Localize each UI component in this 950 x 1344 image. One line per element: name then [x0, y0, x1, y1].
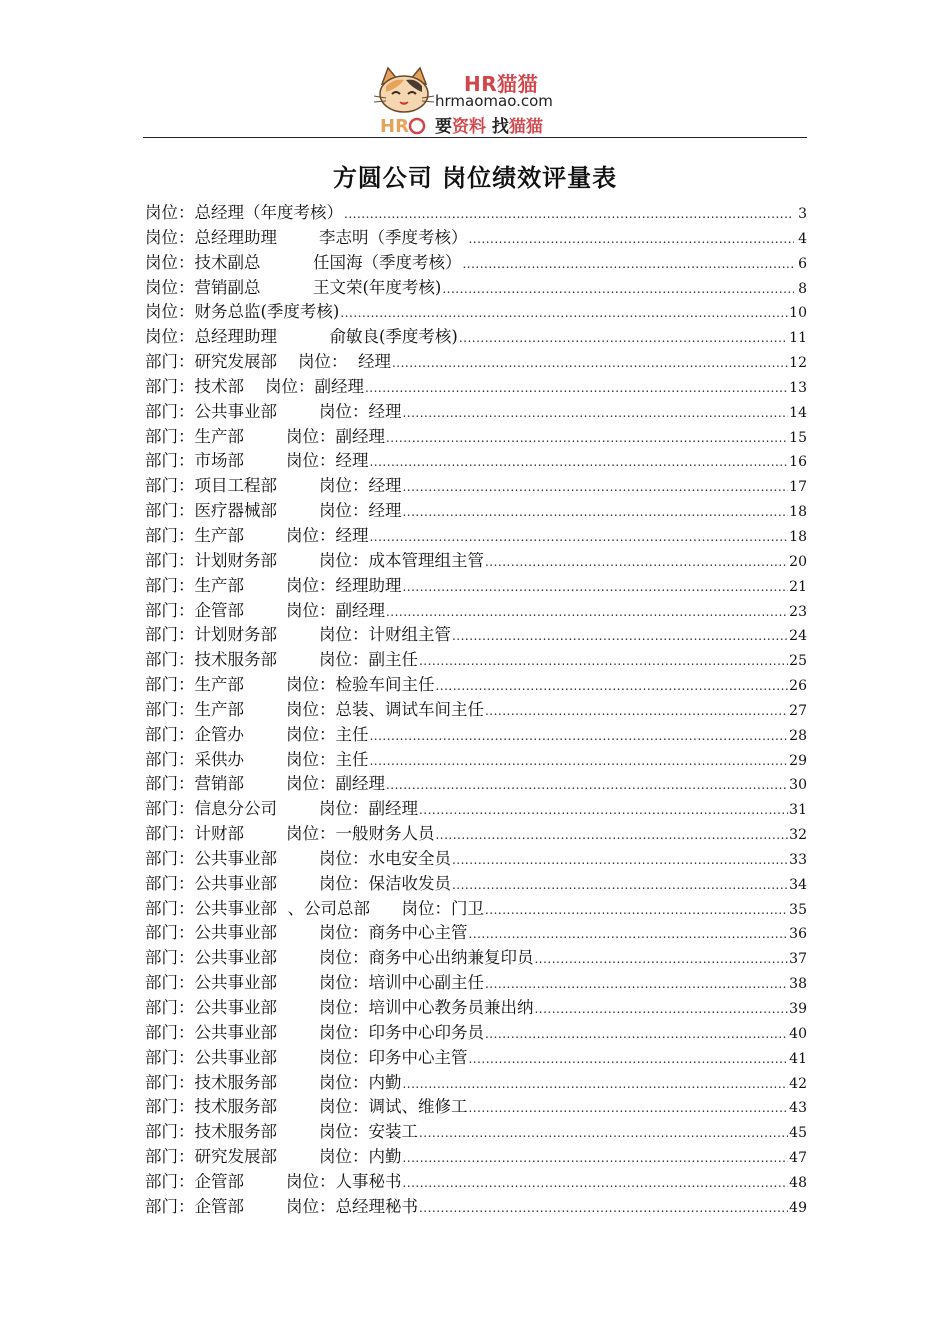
- toc-page-number: 32: [789, 827, 807, 844]
- toc-entry-label: 部门：公共事业部 岗位：商务中心出纳兼复印员: [145, 948, 534, 968]
- toc-dot-leader: [402, 406, 788, 420]
- toc-entry-label: 岗位：总经理助理 李志明（季度考核）: [145, 227, 468, 247]
- toc-entry-label: 部门：公共事业部 岗位：印务中心印务员: [145, 1022, 484, 1042]
- toc-page-number: 8: [798, 280, 807, 297]
- toc-entry[interactable]: [145, 795, 807, 820]
- toc-entry-label: 部门：生产部 岗位：经理助理: [145, 575, 402, 595]
- toc-entry-label: 岗位：总经理助理 俞敏良(季度考核): [145, 327, 458, 347]
- toc-entry-label: 部门：医疗器械部 岗位：经理: [145, 501, 402, 521]
- toc-entry-label: 部门：技术部 岗位：副经理: [145, 376, 364, 396]
- toc-dot-leader: [369, 729, 788, 743]
- toc-page-number: 6: [798, 255, 807, 272]
- toc-entry[interactable]: [145, 1143, 807, 1168]
- toc-dot-leader: [462, 257, 794, 271]
- toc-entry[interactable]: [145, 746, 807, 771]
- toc-entry[interactable]: [145, 646, 807, 671]
- toc-page-number: 26: [789, 678, 807, 695]
- toc-dot-leader: [485, 704, 788, 718]
- toc-entry-label: 部门：技术服务部 岗位：安装工: [145, 1122, 418, 1142]
- toc-dot-leader: [344, 207, 794, 221]
- toc-page-number: 45: [789, 1125, 807, 1142]
- toc-entry[interactable]: [145, 1093, 807, 1118]
- toc-dot-leader: [485, 903, 788, 917]
- toc-entry-label: 部门：生产部 岗位：检验车间主任: [145, 675, 435, 695]
- toc-dot-leader: [419, 803, 788, 817]
- slogan-part: 资料: [452, 117, 486, 137]
- toc-dot-leader: [485, 555, 788, 569]
- toc-entry[interactable]: [145, 944, 807, 969]
- toc-page-number: 17: [789, 479, 807, 496]
- toc-page-number: 16: [789, 454, 807, 471]
- toc-dot-leader: [365, 381, 788, 395]
- toc-page-number: 21: [789, 578, 807, 595]
- toc-dot-leader: [392, 356, 788, 370]
- toc-entry[interactable]: [145, 870, 807, 895]
- toc-entry[interactable]: [145, 696, 807, 721]
- toc-dot-leader: [468, 1101, 788, 1115]
- toc-dot-leader: [435, 679, 788, 693]
- toc-entry[interactable]: [145, 770, 807, 795]
- toc-entry-label: 部门：公共事业部 岗位：保洁收发员: [145, 873, 451, 893]
- toc-page-number: 13: [789, 379, 807, 396]
- toc-page-number: 47: [789, 1150, 807, 1167]
- toc-dot-leader: [386, 605, 788, 619]
- toc-entry-label: 岗位：财务总监(季度考核): [145, 302, 340, 322]
- toc-entry[interactable]: [145, 398, 807, 423]
- toc-page-number: 49: [789, 1199, 807, 1216]
- toc-page-number: 3: [798, 206, 807, 222]
- toc-dot-leader: [419, 1201, 788, 1215]
- toc-dot-leader: [340, 306, 788, 320]
- toc-dot-leader: [369, 530, 788, 544]
- toc-entry[interactable]: [145, 323, 807, 348]
- toc-entry[interactable]: [145, 572, 807, 597]
- toc-entry[interactable]: [145, 199, 807, 224]
- hr-maomao-logo[interactable]: [372, 66, 582, 138]
- toc-entry[interactable]: [145, 1193, 807, 1218]
- toc-entry-label: 部门：公共事业部 岗位：印务中心主管: [145, 1047, 468, 1067]
- toc-entry-label: 部门：公共事业部 岗位：培训中心教务员兼出纳: [145, 998, 534, 1017]
- toc-entry-label: 部门：技术服务部 岗位：内勤: [145, 1072, 402, 1092]
- toc-entry-label: 部门：采供办 岗位：主任: [145, 749, 369, 769]
- toc-dot-leader: [386, 431, 788, 445]
- toc-page-number: 11: [789, 330, 807, 347]
- toc-dot-leader: [369, 455, 788, 469]
- toc-entry-label: 部门：市场部 岗位：经理: [145, 451, 369, 471]
- toc-page-number: 29: [789, 752, 807, 769]
- toc-entry[interactable]: [145, 1069, 807, 1094]
- toc-entry[interactable]: [145, 373, 807, 398]
- toc-entry-label: 部门：项目工程部 岗位：经理: [145, 476, 402, 496]
- logo-brand-text: HR猫猫: [464, 72, 539, 96]
- toc-dot-leader: [419, 1126, 788, 1140]
- toc-page-number: 31: [789, 802, 807, 819]
- toc-dot-leader: [369, 754, 788, 768]
- toc-entry-label: 部门：公共事业部 岗位：水电安全员: [145, 848, 451, 868]
- toc-entry[interactable]: [145, 895, 807, 920]
- toc-dot-leader: [402, 505, 788, 519]
- toc-entry[interactable]: [145, 497, 807, 522]
- toc-page-number: 18: [789, 504, 807, 521]
- toc-entry[interactable]: [145, 472, 807, 497]
- toc-entry-label: 部门：生产部 岗位：经理: [145, 525, 369, 545]
- toc-dot-leader: [468, 927, 788, 941]
- toc-dot-leader: [452, 853, 788, 867]
- toc-entry[interactable]: [145, 820, 807, 845]
- toc-page-number: 28: [789, 727, 807, 744]
- toc-page-number: 39: [789, 1001, 807, 1017]
- toc-entry-label: 部门：营销部 岗位：副经理: [145, 774, 385, 794]
- document-title: 方圆公司 岗位绩效评量表: [332, 163, 618, 192]
- toc-page-number: 42: [789, 1075, 807, 1092]
- toc-entry[interactable]: [145, 1019, 807, 1044]
- toc-page-number: 18: [789, 528, 807, 545]
- toc-page-number: 15: [789, 429, 807, 446]
- logo-site-url: hrmaomao.com: [435, 92, 553, 110]
- toc-dot-leader: [534, 1002, 788, 1016]
- logo-slogan: [435, 112, 543, 137]
- toc-dot-leader: [402, 1151, 788, 1165]
- toc-dot-leader: [402, 580, 788, 594]
- toc-entry[interactable]: [145, 249, 807, 274]
- toc-page-number: 43: [789, 1100, 807, 1117]
- toc-page-number: 23: [789, 603, 807, 620]
- toc-entry-label: 部门：生产部 岗位：副经理: [145, 426, 385, 446]
- toc-entry-label: 岗位：营销副总 王文荣(年度考核): [145, 277, 442, 297]
- toc-entry[interactable]: [145, 224, 807, 249]
- toc-page-number: 48: [789, 1174, 807, 1191]
- toc-entry-label: 部门：企管部 岗位：副经理: [145, 600, 385, 620]
- toc-dot-leader: [386, 778, 788, 792]
- toc-entry-label: 部门：企管部 岗位：总经理秘书: [145, 1196, 418, 1216]
- toc-entry-label: 部门：技术服务部 岗位：调试、维修工: [145, 1097, 468, 1117]
- toc-entry-label: 部门：计划财务部 岗位：成本管理组主管: [145, 550, 484, 570]
- toc-entry[interactable]: [145, 1044, 807, 1069]
- toc-entry[interactable]: [145, 298, 807, 323]
- toc-entry-label: 部门：生产部 岗位：总装、调试车间主任: [145, 699, 484, 719]
- header-divider: [143, 137, 807, 138]
- toc-entry-label: 部门：公共事业部 岗位：培训中心副主任: [145, 973, 484, 993]
- toc-entry[interactable]: [145, 597, 807, 622]
- toc-entry-label: 岗位：技术副总 任国海（季度考核）: [145, 252, 462, 272]
- toc-dot-leader: [402, 1176, 788, 1190]
- toc-entry-label: 部门：信息分公司 岗位：副经理: [145, 799, 418, 819]
- toc-page-number: 27: [789, 702, 807, 719]
- toc-dot-leader: [419, 654, 788, 668]
- toc-entry[interactable]: [145, 994, 807, 1019]
- toc-entry[interactable]: [145, 547, 807, 572]
- toc-page-number: 41: [789, 1050, 807, 1067]
- toc-entry-label: 部门：研究发展部 岗位： 经理: [145, 352, 391, 372]
- toc-page-number: 34: [789, 876, 807, 893]
- hr-mark-text: HR: [380, 116, 409, 137]
- toc-page-number: 12: [789, 355, 807, 372]
- toc-page-number: 38: [789, 976, 807, 993]
- toc-dot-leader: [485, 1027, 788, 1041]
- toc-dot-leader: [452, 629, 788, 643]
- toc-page-number: 20: [789, 553, 807, 570]
- toc-entry[interactable]: [145, 671, 807, 696]
- slogan-part: 要: [435, 117, 452, 137]
- slogan-part: 找: [486, 117, 509, 137]
- toc-entry-label: 部门：技术服务部 岗位：副主任: [145, 650, 418, 670]
- toc-dot-leader: [435, 828, 788, 842]
- toc-entry[interactable]: [145, 1168, 807, 1193]
- toc-page-number: 14: [789, 404, 807, 421]
- toc-entry[interactable]: [145, 721, 807, 746]
- toc-entry-label: 部门：研究发展部 岗位：内勤: [145, 1147, 402, 1167]
- toc-dot-leader: [485, 977, 788, 991]
- toc-page-number: 37: [789, 951, 807, 968]
- toc-entry[interactable]: [145, 621, 807, 646]
- toc-dot-leader: [442, 282, 794, 296]
- toc-page-number: 35: [789, 901, 807, 918]
- toc-entry-label: 部门：公共事业部 、公司总部 岗位：门卫: [145, 898, 484, 918]
- toc-entry[interactable]: [145, 423, 807, 448]
- table-of-contents: [145, 199, 807, 1218]
- cat-mascot-icon: [372, 66, 436, 138]
- toc-entry-label: 部门：公共事业部 岗位：商务中心主管: [145, 923, 468, 943]
- toc-dot-leader: [402, 1077, 788, 1091]
- toc-page-number: 36: [789, 926, 807, 943]
- toc-entry-label: 部门：企管部 岗位：人事秘书: [145, 1171, 402, 1191]
- toc-dot-leader: [459, 331, 788, 345]
- toc-entry-label: 岗位：总经理（年度考核）: [145, 203, 343, 222]
- toc-page-number: 25: [789, 653, 807, 670]
- toc-dot-leader: [534, 952, 788, 966]
- toc-entry[interactable]: [145, 1118, 807, 1143]
- toc-entry[interactable]: [145, 845, 807, 870]
- toc-dot-leader: [468, 232, 794, 246]
- toc-entry[interactable]: [145, 919, 807, 944]
- toc-entry[interactable]: [145, 274, 807, 299]
- toc-entry-label: 部门：计财部 岗位：一般财务人员: [145, 824, 435, 844]
- toc-page-number: 40: [789, 1025, 807, 1042]
- toc-entry[interactable]: [145, 522, 807, 547]
- toc-dot-leader: [468, 1052, 788, 1066]
- toc-entry[interactable]: [145, 447, 807, 472]
- toc-page-number: 4: [798, 230, 807, 247]
- slogan-part: 猫猫: [508, 117, 543, 137]
- toc-entry-label: 部门：企管办 岗位：主任: [145, 724, 369, 744]
- toc-page-number: 30: [789, 777, 807, 794]
- toc-page-number: 33: [789, 851, 807, 868]
- toc-entry[interactable]: [145, 969, 807, 994]
- toc-entry-label: 部门：公共事业部 岗位：经理: [145, 401, 402, 421]
- toc-page-number: 10: [789, 305, 807, 322]
- toc-dot-leader: [402, 480, 788, 494]
- toc-page-number: 24: [789, 628, 807, 645]
- toc-entry[interactable]: [145, 348, 807, 373]
- toc-entry-label: 部门：计划财务部 岗位：计财组主管: [145, 625, 451, 645]
- toc-dot-leader: [452, 878, 788, 892]
